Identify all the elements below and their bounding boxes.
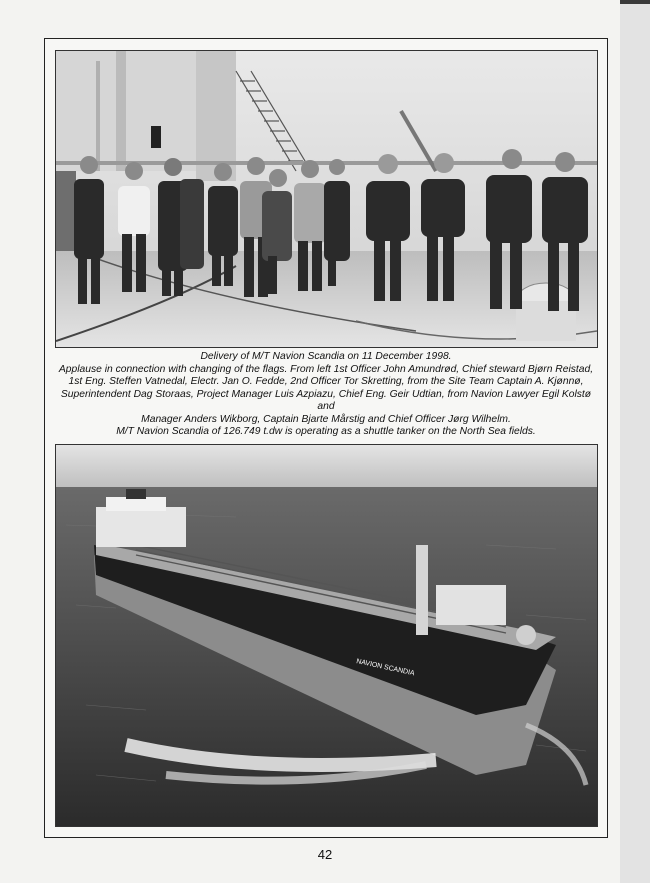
caption-line: Applause in connection with changing of the flags. From left 1st Officer John Amundrød, Chief steward Bjørn Reistad, bbox=[58, 363, 594, 375]
page-edge-strip bbox=[620, 0, 650, 883]
caption-line: Superintendent Dag Storaas, Project Manager Luis Azpiazu, Chief Eng. Geir Udtian, from Navion Lawyer Egil Kolstø and bbox=[60, 388, 592, 413]
delivery-caption bbox=[56, 351, 596, 427]
caption-line: Delivery of M/T Navion Scandia on 11 December 1998. bbox=[200, 351, 452, 362]
deck-ceremony-photo bbox=[55, 50, 598, 348]
tanker-caption: M/T Navion Scandia of 126.749 t.dw is operating as a shuttle tanker on the North Sea fields. bbox=[116, 426, 536, 437]
hull-name-text: NAVION SCANDIA bbox=[355, 658, 416, 678]
caption-line: Manager Anders Wikborg, Captain Bjarte Mårstig and Chief Officer Jørg Wilhelm. bbox=[141, 413, 511, 425]
page-number: 42 bbox=[317, 847, 333, 862]
page-edge-bar bbox=[620, 0, 650, 4]
tanker-at-sea-photo bbox=[55, 444, 598, 827]
caption-line: 1st Eng. Steffen Vatnedal, Electr. Jan O. Fedde, 2nd Officer Tor Skretting, from the Site Team Captain A. Kjønnø, bbox=[68, 376, 584, 388]
